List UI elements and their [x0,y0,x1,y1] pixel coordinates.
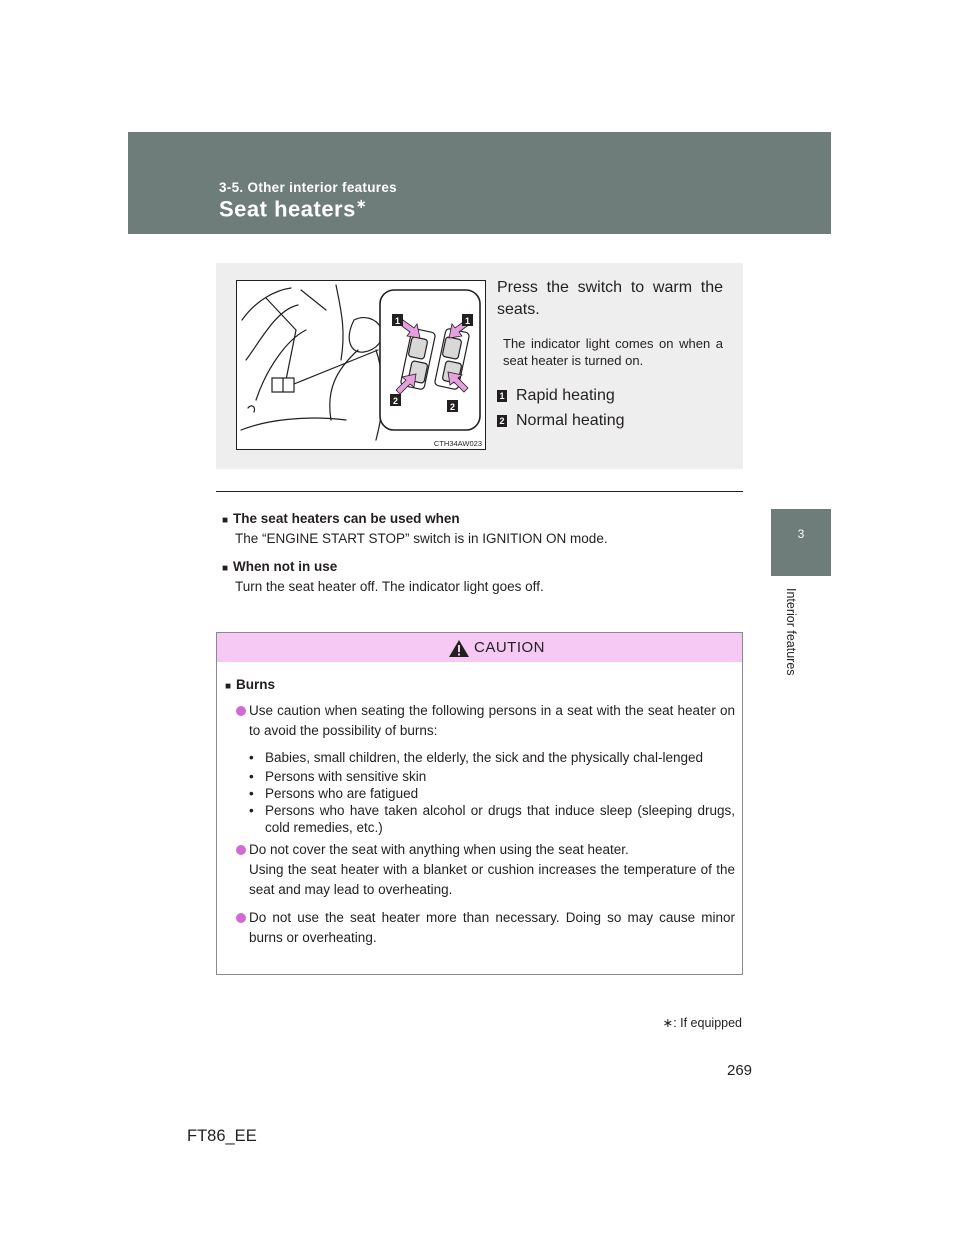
caution-subitem-1: • Babies, small children, the elderly, the sick and the physically chal-lenged [249,750,703,765]
heading-marker-icon: ■ [225,681,232,692]
legend-badge-2: 2 [497,415,507,427]
seat-heater-switch-illustration [236,280,486,450]
caution-subitem-4: • Persons who have taken alcohol or drugs that induce sleep (sleeping drugs, cold remedies, etc.) [249,803,735,835]
page-number: 269 [727,1062,753,1079]
info-body-1: The “ENGINE START STOP” switch is in IGNITION ON mode. [235,531,608,546]
document-code: FT86_EE [187,1127,257,1145]
footnote: ∗: If equipped [662,1016,742,1030]
caution-item-1-text: Use caution when seating the following persons in a seat with the seat heater on to avoid the possibility of burns: [249,703,735,738]
info-body-2: Turn the seat heater off. The indicator light goes off. [235,579,544,594]
chapter-label-text: Interior features [784,588,798,676]
callout-1-left: 1 [394,316,401,326]
caution-subitem-2: • Persons with sensitive skin [249,769,427,784]
info-heading-2-text: When not in use [233,559,338,574]
caution-header [217,633,742,662]
info-section [222,509,742,605]
bullet-icon [236,706,246,716]
callout-1-right: 1 [464,316,471,326]
section-divider [216,491,743,492]
legend-badge-1: 1 [497,390,507,402]
page-title [219,196,367,222]
caution-subitem-2-text: Persons with sensitive skin [265,769,427,784]
caution-item-3 [225,908,735,948]
caution-item-2 [225,840,735,900]
chapter-tab [771,509,831,576]
chapter-number: 3 [797,527,805,541]
figure-box [216,263,743,469]
bullet-icon [236,845,246,855]
info-heading-1-text: The seat heaters can be used when [233,511,460,526]
figure-description [497,277,723,433]
figure-main-text: Press the switch to warm the seats. [497,279,723,318]
caution-subitem-4-text: Persons who have taken alcohol or drugs that induce sleep (sleeping drugs, cold remedies, etc.) [265,803,735,835]
caution-subheading [225,675,735,695]
legend-row-1 [497,383,723,408]
caution-box [216,632,743,975]
callout-2-left: 2 [392,396,399,406]
info-heading-1 [222,509,742,529]
caution-subitem-3-text: Persons who are fatigued [265,786,419,801]
caution-item-2-line-2: Using the seat heater with a blanket or cushion increases the temperature of the seat and may lead to overheating. [249,862,735,897]
equipped-mark: ∗ [355,196,368,211]
caution-body [225,675,735,948]
heading-marker-icon: ■ [222,515,229,526]
info-heading-2 [222,557,742,577]
caution-item-2-line-1: Do not cover the seat with anything when using the seat heater. [249,842,629,857]
page-title-text: Seat heaters [219,196,356,222]
warning-icon [448,639,470,658]
legend-label-1: Rapid heating [516,386,615,404]
caution-item-3-text: Do not use the seat heater more than necessary. Doing so may cause minor burns or overheating. [249,910,735,945]
caution-subitem-3: • Persons who are fatigued [249,786,419,801]
bullet-icon [236,913,246,923]
figure-note: The indicator light comes on when a seat heater is turned on. [503,336,723,368]
caution-subheading-text: Burns [236,677,276,692]
caution-item-1 [225,701,735,741]
section-label: 3-5. Other interior features [219,180,397,195]
image-code: CTH34AW023 [433,439,482,448]
caution-sublist [225,749,735,836]
callout-2-right: 2 [449,402,456,412]
heading-marker-icon: ■ [222,563,229,574]
legend-label-2: Normal heating [516,411,625,429]
legend-row-2 [497,408,723,433]
caution-subitem-1-text: Babies, small children, the elderly, the sick and the physically chal-lenged [265,750,703,765]
caution-title: CAUTION [474,639,545,656]
chapter-label [784,588,800,688]
